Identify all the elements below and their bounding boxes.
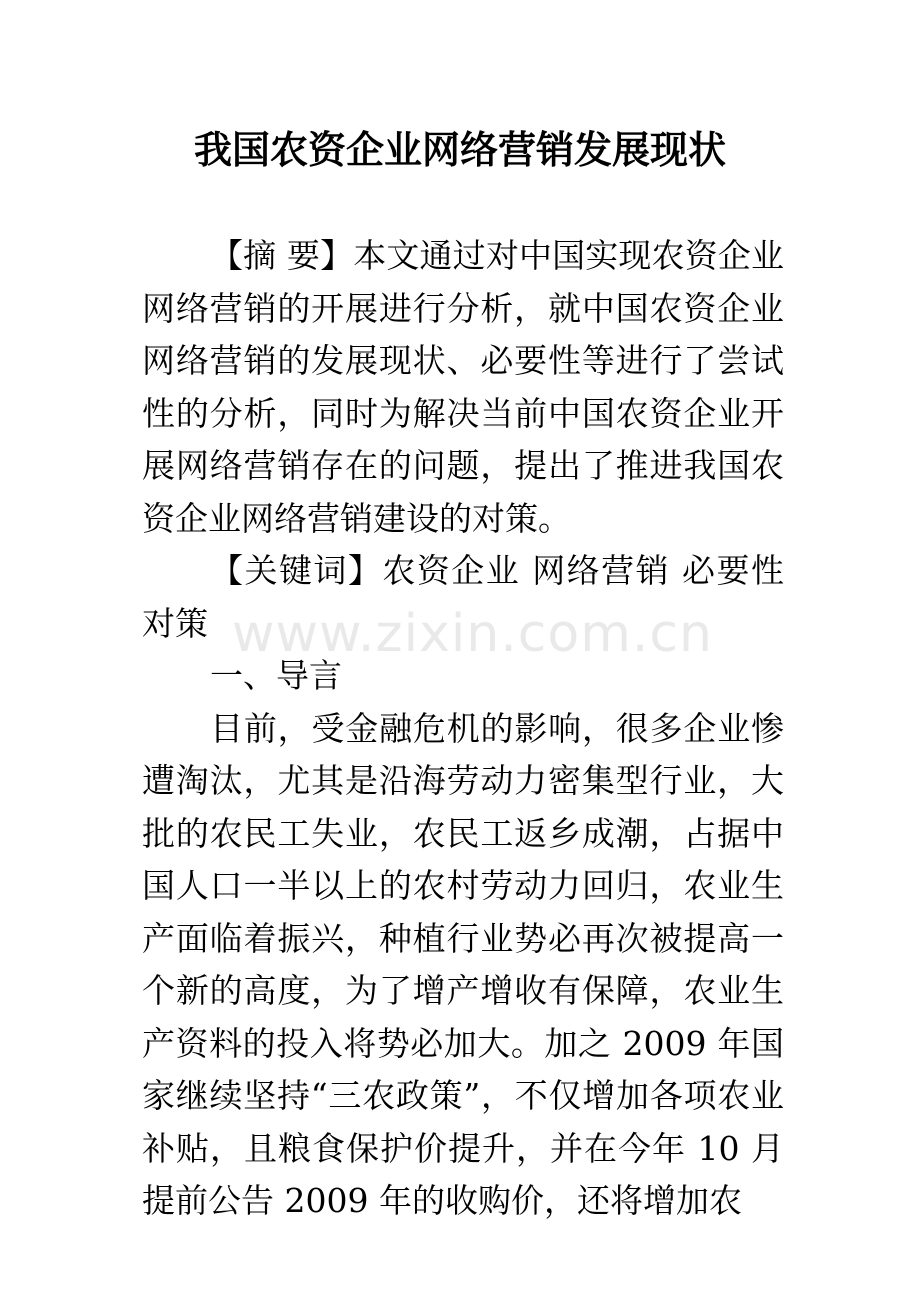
body-paragraph: 目前，受金融危机的影响，很多企业惨遭淘汰，尤其是沿海劳动力密集型行业，大批的农民工失业，农民工返乡成潮，占据中国人口一半以上的农村劳动力回归，农业生产面临着振兴，种植行业势必再次被提高一个新的高度，为了增产增收有保障，农业生产资料的投入将势必加大。加之 2009 年国家继续坚持“三农政策”，不仅增加各项农业补贴，且粮食保护价提升，并在今年 10 月提前公告 2009 年的收购价，还将增加农 — [142, 708, 784, 1220]
document-body — [142, 230, 784, 1228]
document-title: 我国农资企业网络营销发展现状 — [193, 127, 726, 172]
watermark: www.zixin.com.cn — [232, 604, 713, 664]
abstract-paragraph: 【摘 要】本文通过对中国实现农资企业网络营销的开展进行分析，就中国农资企业网络营销的发展现状、必要性等进行了尝试性的分析，同时为解决当前中国农资企业开展网络营销存在的问题，提出了推进我国农资企业网络营销建设的对策。 — [142, 236, 784, 538]
keywords-paragraph: 【关键词】农资企业 网络营销 必要性 对策 — [142, 551, 784, 643]
section-heading-introduction: 一、导言 — [210, 656, 342, 695]
